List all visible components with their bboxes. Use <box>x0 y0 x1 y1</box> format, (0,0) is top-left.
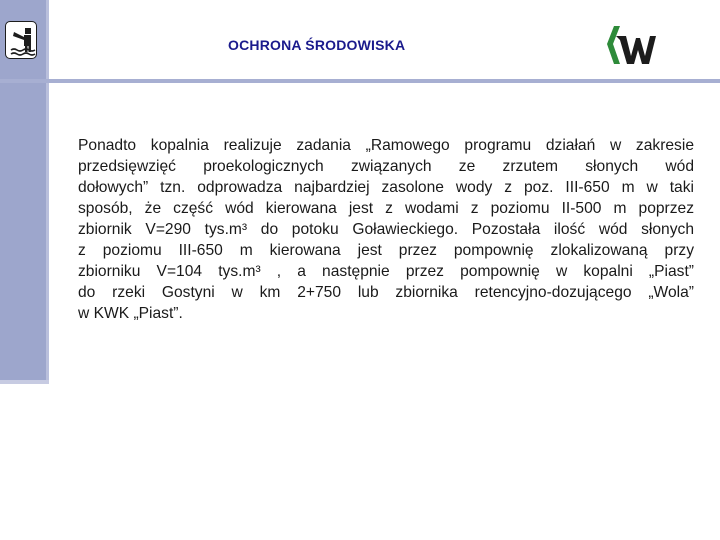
body-paragraph <box>78 135 694 324</box>
paragraph-line: z poziomu III-650 m kierowana jest przez pompownię zlokalizowaną przy <box>78 242 694 259</box>
paragraph-line: Ponadto kopalnia realizuje zadania „Ramowego programu działań w zakresie <box>78 137 694 154</box>
left-sidebar-shadow <box>46 0 49 384</box>
paragraph-line: zbiornik V=290 tys.m³ do potoku Goławieckiego. Pozostała ilość wód słonych <box>78 221 694 238</box>
paragraph-line: dołowych” tzn. odprowadza najbardziej zasolone wody z poz. III-650 m w taki <box>78 179 694 196</box>
paragraph-line: w KWK „Piast”. <box>78 305 183 322</box>
paragraph-line: sposób, że część wód kierowana jest z wodami z poziomu II-500 m poprzez <box>78 200 694 217</box>
left-sidebar-bottom <box>0 380 49 384</box>
paragraph-line: do rzeki Gostyni w km 2+750 lub zbiornika retencyjno-dozującego „Wola” <box>78 284 694 301</box>
header-divider <box>0 79 720 83</box>
paragraph-line: zbiorniku V=104 tys.m³ , a następnie przez pompownię w kopalni „Piast” <box>78 263 694 280</box>
paragraph-line: przedsięwzięć proekologicznych związanych ze zrzutem słonych wód <box>78 158 694 175</box>
page-title: OCHRONA ŚRODOWISKA <box>228 37 406 53</box>
worker-pictogram-icon <box>5 21 37 59</box>
kw-logo-icon <box>606 24 658 73</box>
